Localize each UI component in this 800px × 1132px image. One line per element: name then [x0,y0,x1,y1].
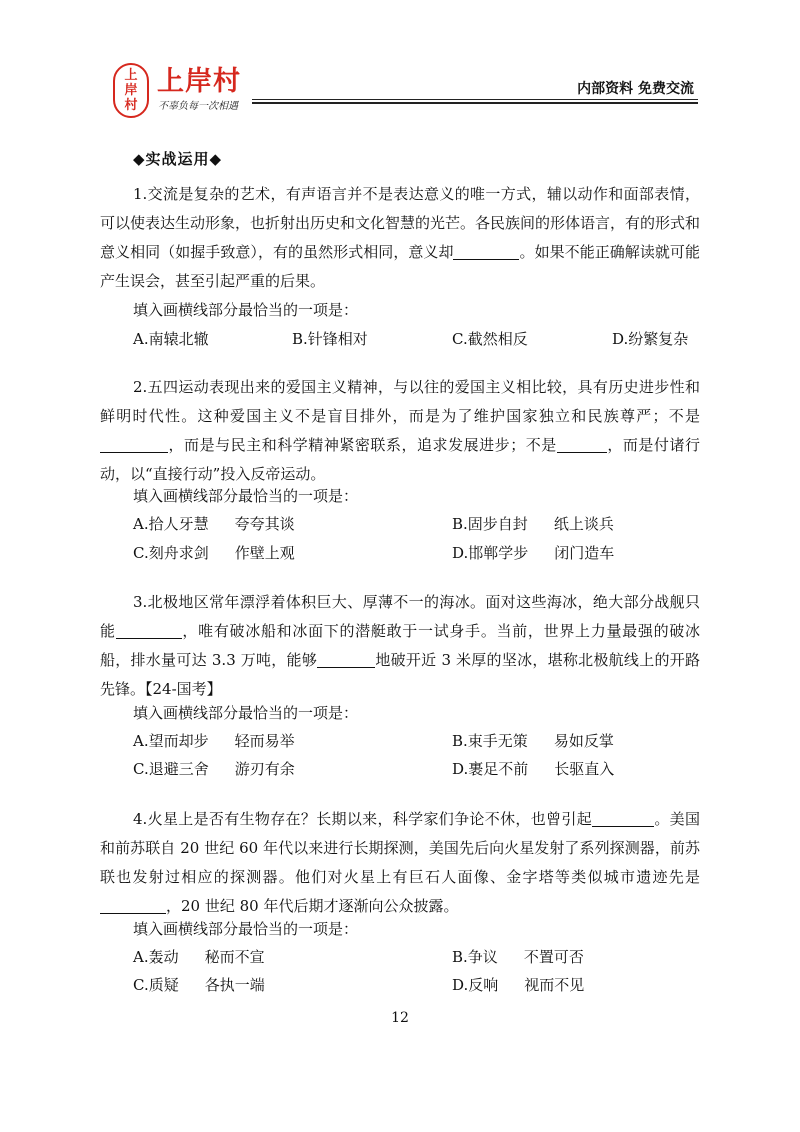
option-word: 轻而易举 [234,732,295,750]
answer-blank [100,898,166,914]
option-letter: C. [133,976,149,994]
stem-text: 。如果不能正确解读就可能产生误会，甚至引起严重的后果。 [100,243,700,290]
option-word: 夸夸其谈 [234,515,295,533]
option-word: 裹足不前 [468,760,529,778]
option-word: 争议 [467,948,498,966]
option-d [612,329,688,349]
option-word: 反响 [468,976,499,994]
option-word: 各执一端 [204,976,265,994]
option-c [133,975,265,995]
option-letter: B. [292,330,308,348]
option-letter: C. [133,760,149,778]
option-letter: C. [452,330,468,348]
option-c [133,543,295,563]
option-word: 望而却步 [148,732,209,750]
logo-seal-char: 上 [124,68,138,83]
logo-seal-char: 村 [124,98,138,113]
answer-blank [557,437,607,453]
question-prompt: 填入画横线部分最恰当的一项是： [133,487,359,505]
option-word: 束手无策 [467,732,528,750]
question-prompt: 填入画横线部分最恰当的一项是： [133,301,359,319]
option-a [133,329,209,349]
option-word: 不置可否 [523,948,584,966]
option-word: 秘而不宣 [204,948,265,966]
answer-blank [317,652,375,668]
stem-text: 。美国和前苏联自 20 世纪 60 年代以来进行长期探测，美国先后向火星发射了系列探测器，前苏联也发射过相应的探测器。他们对火星上有巨石人面像、金字塔等类似城市遗迹先是 [100,810,700,886]
option-c [133,759,295,779]
option-word: 轰动 [148,948,179,966]
option-letter: A. [133,948,149,966]
option-word: 长驱直入 [554,760,615,778]
question-prompt: 填入画横线部分最恰当的一项是： [133,704,359,722]
header-rule [252,102,698,104]
answer-blank [592,811,654,827]
option-letter: D. [612,330,629,348]
stem-text: ，而是付诸行动，以“直接行动”投入反帝运动。 [100,436,700,483]
option-b [452,731,614,751]
option-word: 刻舟求剑 [148,544,209,562]
option-letter: A. [133,732,149,750]
option-letter: C. [133,544,149,562]
option-b [292,329,368,349]
option-word: 截然相反 [467,330,528,348]
answer-blank [116,623,182,639]
stem-text: 2.五四运动表现出来的爱国主义精神，与以往的爱国主义相比较，具有历史进步性和鲜明时代性。这种爱国主义不是盲目排外，而是为了维护国家独立和民族尊严；不是 [100,378,700,425]
answer-blank [100,437,168,453]
stem-text: 1.交流是复杂的艺术，有声语言并不是表达意义的唯一方式，辅以动作和面部表情，可以使表达生动形象，也折射出历史和文化智慧的光芒。各民族间的形体语言，有的形式和意义相同（如握手致意），有的虽然形式相同，意义却 [100,185,701,261]
option-letter: D. [452,976,469,994]
header-rule [252,99,698,100]
option-word: 闭门造车 [554,544,615,562]
option-letter: A. [133,515,149,533]
option-word: 邯郸学步 [468,544,529,562]
option-letter: B. [452,948,468,966]
option-letter: B. [452,515,468,533]
option-word: 南辕北辙 [148,330,209,348]
stem-text: 4.火星上是否有生物存在？长期以来，科学家们争论不休，也曾引起 [133,810,593,828]
question-stem [100,588,700,704]
section-title: ◆实战运用◆ [133,150,223,168]
answer-blank [453,244,519,260]
stem-text: ，而是与民主和科学精神紧密联系，追求发展进步；不是 [168,436,557,454]
logo-name: 上岸村 [157,66,241,97]
option-word: 针锋相对 [307,330,368,348]
stem-text: ，唯有破冰船和冰面下的潜艇敢于一试身手。当前，世界上力量最强的破冰船，排水量可达 3.3 万吨，能够 [100,622,700,669]
option-word: 易如反掌 [553,732,614,750]
option-word: 作壁上观 [234,544,295,562]
option-letter: D. [452,544,469,562]
option-letter: A. [133,330,149,348]
option-a [133,514,295,534]
stem-text: 地破开近 3 米厚的坚冰，堪称北极航线上的开路先锋。【24-国考】 [100,651,700,698]
option-letter: B. [452,732,468,750]
question-stem [100,180,700,296]
question-stem [100,373,700,489]
stem-text: ，20 世纪 80 年代后期才逐渐向公众披露。 [166,897,459,915]
option-d [452,543,614,563]
option-d [452,759,614,779]
option-word: 游刃有余 [234,760,295,778]
option-c [452,329,528,349]
option-a [133,947,265,967]
logo-seal [113,63,149,118]
page-number: 12 [391,1010,409,1026]
option-word: 纷繁复杂 [628,330,689,348]
option-word: 固步自封 [467,515,528,533]
option-a [133,731,295,751]
option-word: 纸上谈兵 [553,515,614,533]
question-stem [100,805,700,921]
option-letter: D. [452,760,469,778]
logo-slogan: 不辜负每一次相遇 [158,101,238,112]
option-word: 退避三舍 [148,760,209,778]
question-prompt: 填入画横线部分最恰当的一项是： [133,920,359,938]
stem-text: 3.北极地区常年漂浮着体积巨大、厚薄不一的海冰。面对这些海冰，绝大部分战舰只能 [100,593,700,640]
header-note: 内部资料 免费交流 [577,81,694,97]
option-word: 视而不见 [524,976,585,994]
option-word: 拾人牙慧 [148,515,209,533]
option-d [452,975,584,995]
option-word: 质疑 [148,976,179,994]
logo-seal-char: 岸 [124,83,138,98]
option-b [452,514,614,534]
option-b [452,947,584,967]
